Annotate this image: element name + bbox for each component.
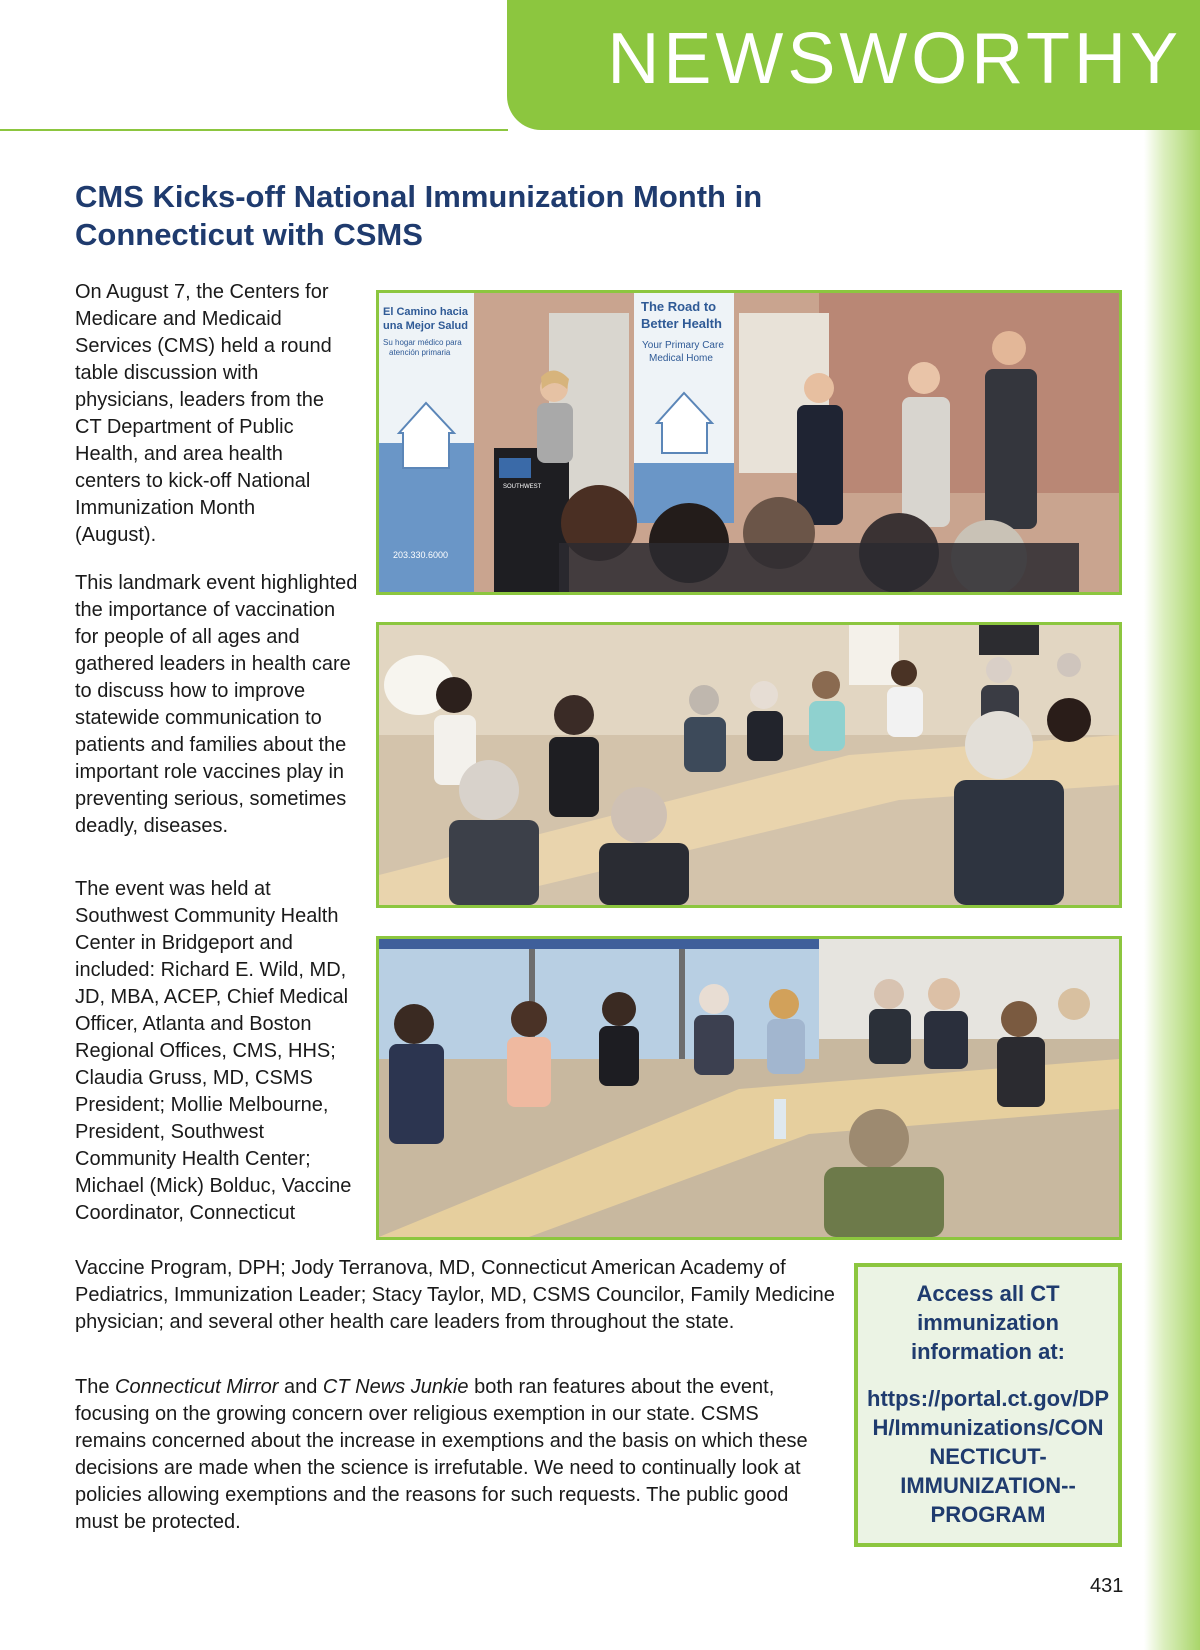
article-headline: CMS Kicks-off National Immunization Month in Connecticut with CSMS xyxy=(75,179,763,252)
section-title: NEWSWORTHY xyxy=(607,19,1182,99)
svg-text:El Camino hacia: El Camino hacia xyxy=(383,306,468,318)
section-header-tab xyxy=(507,0,1200,130)
header-rule xyxy=(0,129,508,131)
resource-callout-box xyxy=(854,1263,1122,1547)
svg-text:203.330.6000: 203.330.6000 xyxy=(393,550,449,560)
paragraph-landmark: This landmark event highlighted the importance of vaccination for people of all ages and gathered leaders in health care to discuss how to improve statewide communication to patients and families about the important role vaccines play in preventing serious, sometimes deadly, diseases. xyxy=(75,572,358,837)
svg-text:una Mejor Salud: una Mejor Salud xyxy=(383,320,468,332)
svg-text:Your Primary Care: Your Primary Care xyxy=(642,340,724,351)
photo-meeting-room xyxy=(376,936,1122,1240)
paragraph-attendees-continued: Vaccine Program, DPH; Jody Terranova, MD, Connecticut American Academy of Pediatrics, Immunization Leader; Stacy Taylor, MD, CSMS Councilor, Family Medicine physician; and several other health care leaders from throughout the state. xyxy=(75,1257,835,1333)
publication-ct-news-junkie: CT News Junkie xyxy=(322,1376,469,1398)
svg-text:Su hogar médico para: Su hogar médico para xyxy=(383,338,462,347)
svg-text:SOUTHWEST: SOUTHWEST xyxy=(503,484,542,490)
svg-text:The Road to: The Road to xyxy=(641,299,717,314)
immunization-portal-link[interactable]: https://portal.ct.gov/DPH/Immunizations/CONNECTICUT-IMMUNIZATION--PROGRAM xyxy=(867,1386,1109,1527)
paragraph-coverage: The Connecticut Mirror and CT News Junkie both ran features about the event, focusing on the growing concern over religious exemption in our state. CSMS remains concerned about the increase in exemptions and the basis on which these decisions are made when the science is irrefutable. We need to continually look at policies allowing exemptions and the reasons for such requests. The public good must be protected. xyxy=(75,1376,808,1533)
paragraph-intro: On August 7, the Centers for Medicare and Medicaid Services (CMS) held a round table discussion with physicians, leaders from the CT Department of Public Health, and area health centers to kick-off National Immunization Month (August). xyxy=(75,281,332,546)
page-number: 431 xyxy=(1090,1575,1124,1597)
side-gradient-bar xyxy=(1144,0,1200,1650)
svg-text:Medical Home: Medical Home xyxy=(649,353,713,364)
paragraph-attendees: The event was held at Southwest Community Health Center in Bridgeport and included: Richard E. Wild, MD, JD, MBA, ACEP, Chief Medical Officer, Atlanta and Boston Regional Offices, CMS, HHS; Claudia Gruss, MD, CSMS President; Mollie Melbourne, President, Southwest Community Health Center; Michael (Mick) Bolduc, Vaccine Coordinator, Connecticut xyxy=(75,878,352,1224)
svg-text:Better Health: Better Health xyxy=(641,316,722,331)
photo-roundtable-discussion xyxy=(376,622,1122,908)
svg-text:atención primaria: atención primaria xyxy=(389,348,451,357)
photo-podium-speakers xyxy=(376,290,1122,595)
callout-heading: Access all CT immunization information at: xyxy=(911,1281,1065,1364)
publication-connecticut-mirror: Connecticut Mirror xyxy=(115,1376,279,1398)
